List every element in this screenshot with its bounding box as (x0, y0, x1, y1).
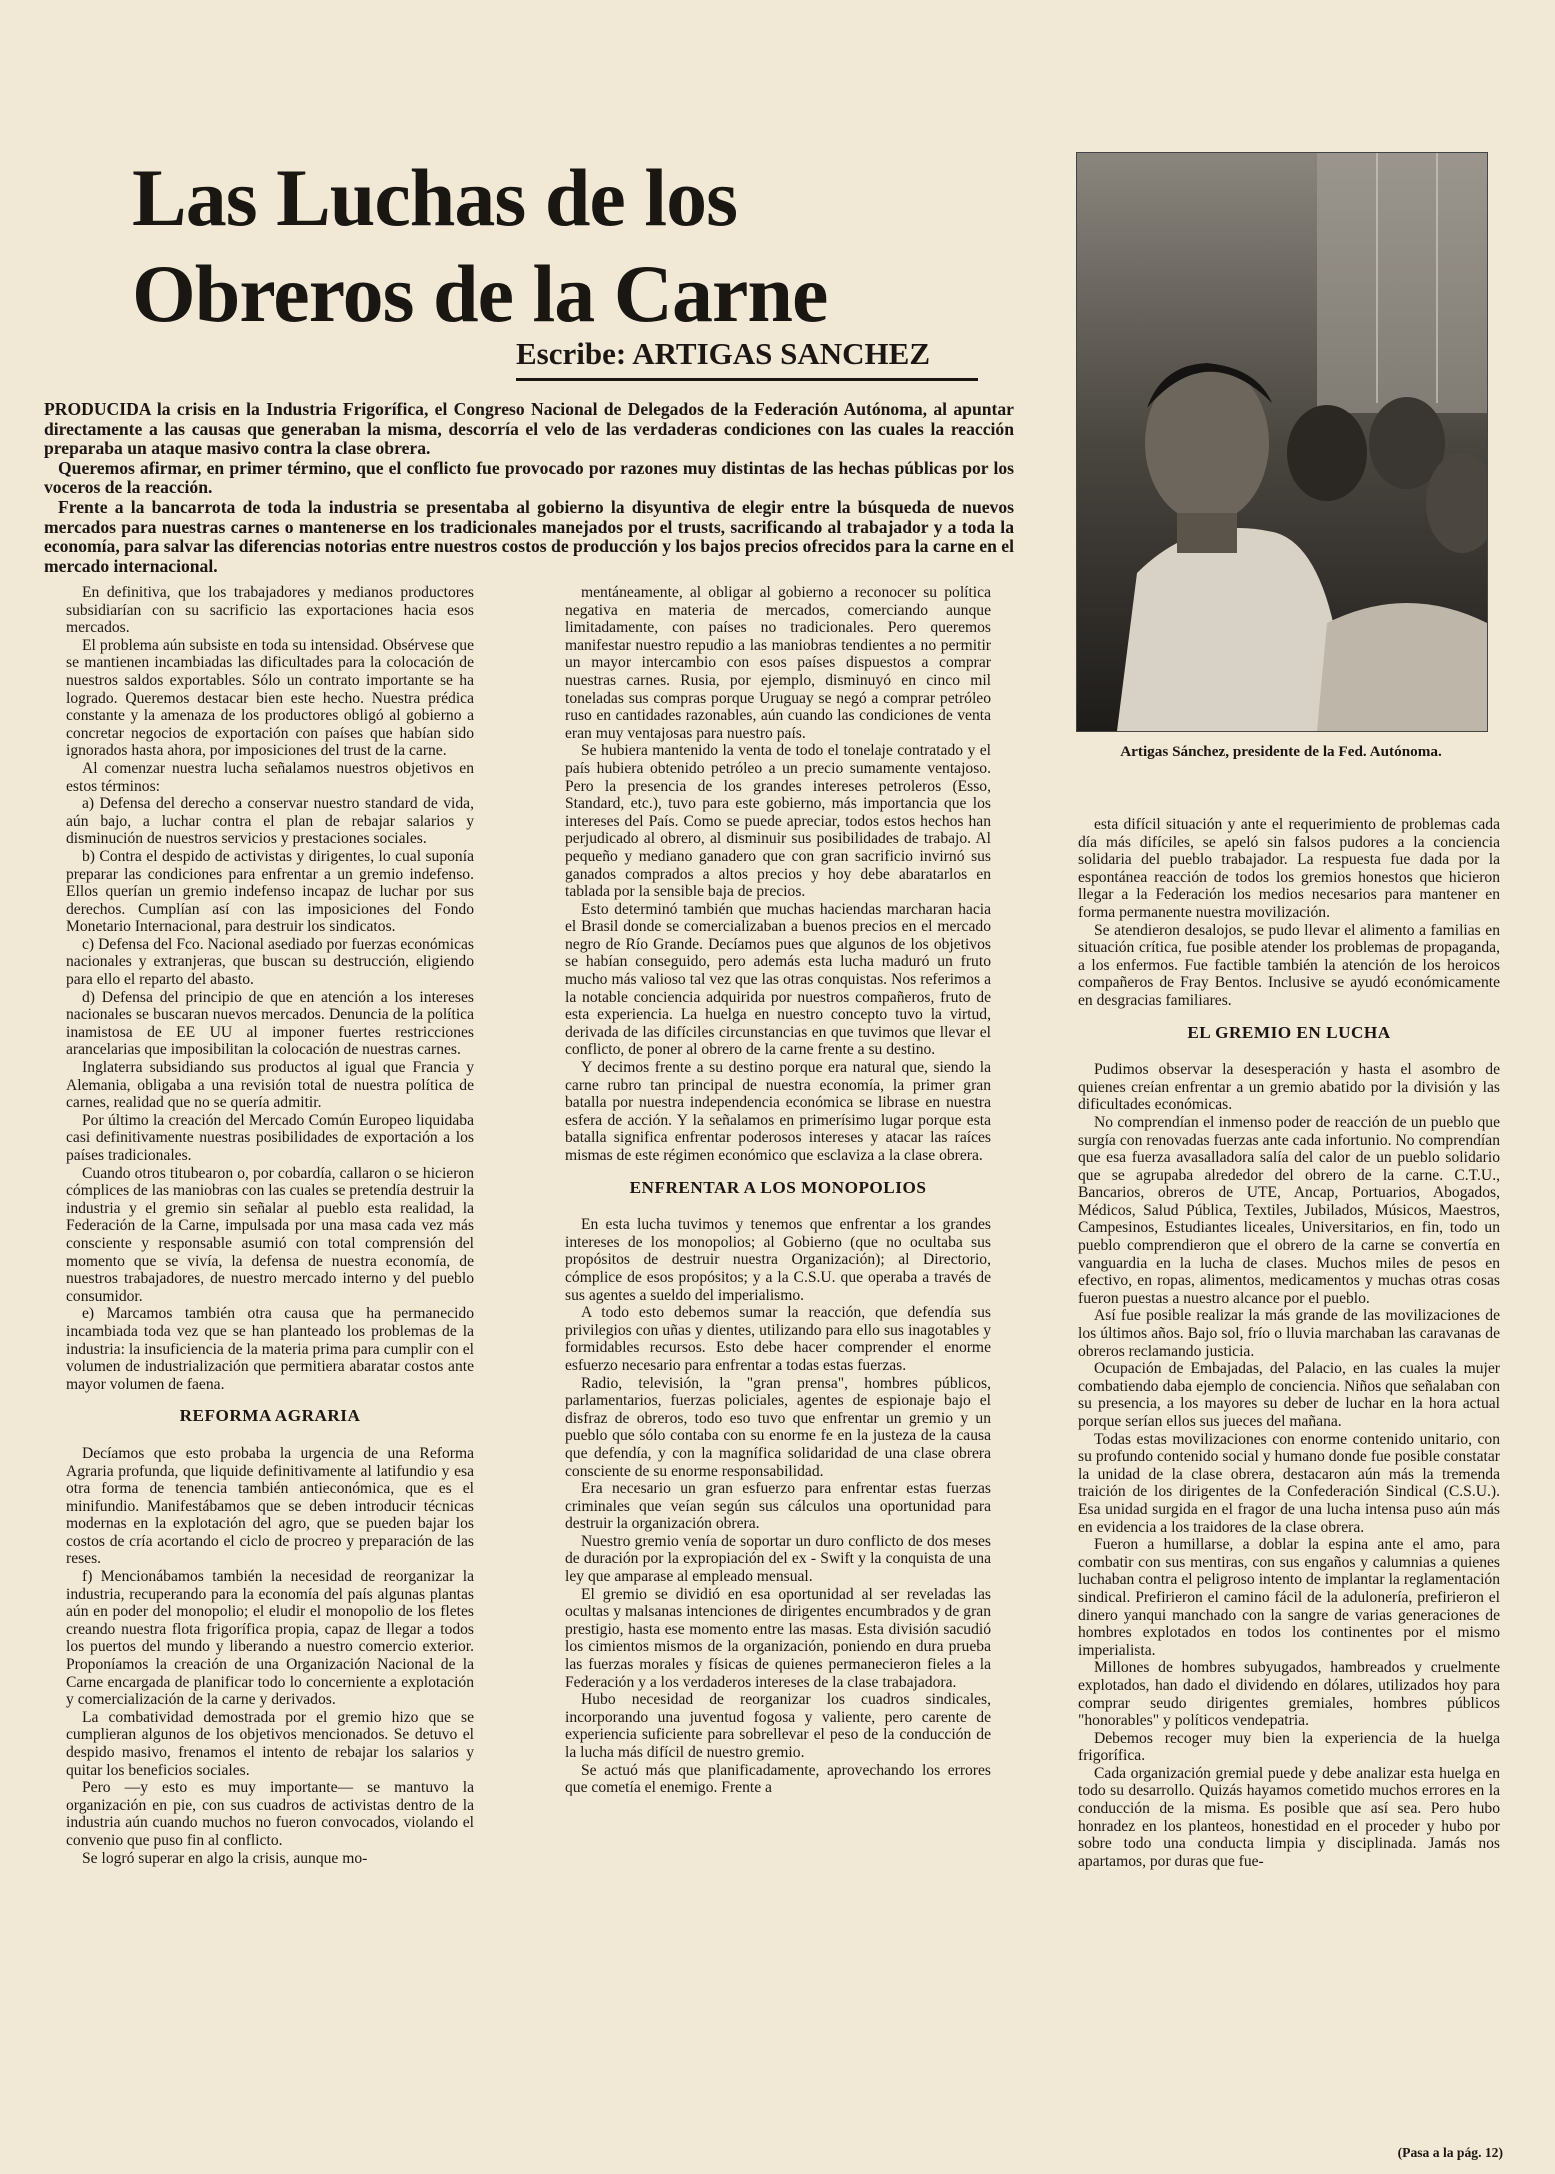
paragraph: El problema aún subsiste en toda su intensidad. Obsérvese que se mantienen incambiadas las dificultades para la colocación de nuestros saldos exportables. Sólo un contrato importante se ha logrado. Queremos destacar bien este hecho. Nuestra prédica constante y la amenaza de los productores obligó al gobierno a concretar negocios de exportación con países que habían sido ignorados hasta ahora, por imposiciones del trust de la carne. (66, 636, 474, 760)
paragraph: Se hubiera mantenido la venta de todo el tonelaje contratado y el país hubiera obtenido petróleo a un precio sumamente ventajoso. Pero la presencia de los grandes intereses petroleros (Esso, Standard, etc.), tuvo para este gobierno, más importancia que los intereses del País. Como se puede apreciar, todos estos hechos han perjudicado al obrero, al disminuir sus posibilidades de trabajo. Al pequeño y mediano ganadero que con gran sacrificio invirnó sus ganados comprados a altos precios y hoy debe abaratarlos en tablada por la sensible baja de precios. (565, 742, 991, 901)
paragraph: mentáneamente, al obligar al gobierno a reconocer su política negativa en materia de mercados, comerciando aunque limitadamente, con países no tradicionales. Pero queremos manifestar nuestro repudio a las maniobras tendientes a no permitir un mayor intercambio con esos países dispuestos a comprar nuestras carnes. Rusia, por ejemplo, disminuyó en cinco mil toneladas sus compras porque Uruguay se negó a comprar petróleo ruso en cantidades razonables, aún cuando las condiciones de venta eran muy ventajosas para nuestro país. (565, 584, 991, 742)
paragraph: Todas estas movilizaciones con enorme contenido unitario, con su profundo contenido social y humano donde fue posible constatar la unidad de la clase obrera, destacaron aún más la tremenda traición de los dirigentes de la Confederación Sindical (C.S.U.). Esa unidad surgida en el fragor de una lucha intensa puso aún más en evidencia a los traidores de la clase obrera. (1078, 1430, 1500, 1536)
paragraph: Cuando otros titubearon o, por cobardía, callaron o se hicieron cómplices de las maniobras con las cuales se pretendía destruir la industria y el gremio sin señalar al pueblo esta realidad, la Federación de la Carne, impulsada por una masa cada vez más consciente y responsable asumió con total comprensión del momento que se vivía, la defensa de nuestra economía, de nuestros trabajadores, de nuestro mercado interno y del pueblo consumidor. (66, 1164, 474, 1305)
paragraph: Cada organización gremial puede y debe analizar esta huelga en todo su desarrollo. Quizás hayamos cometido muchos errores en la conducción de la misma. Es posible que así sea. Pero hubo honradez en los planteos, honestidad en el proceder y hubo por sobre todo una conducta limpia y disciplinada. Jamás nos apartamos, por duras que fue- (1078, 1764, 1500, 1870)
paragraph: En esta lucha tuvimos y tenemos que enfrentar a los grandes intereses de los monopolios; al Gobierno (que no ocultaba sus propósitos de destruir nuestra Organización); al Directorio, cómplice de esos propósitos; y a la C.S.U. que operaba a través de sus agentes a sueldo del imperialismo. (565, 1216, 991, 1304)
paragraph: Fueron a humillarse, a doblar la espina ante el amo, para combatir con sus mentiras, con sus engaños y calumnias a quienes luchaban contra el peligroso intento de implantar la reglamentación sindical. Prefirieron el camino fácil de la adulonería, prefirieron el dinero yanqui manchado con la sangre de varias generaciones de hombres explotados en todos los continentes por el mismo imperialista. (1078, 1536, 1500, 1659)
paragraph: esta difícil situación y ante el requerimiento de problemas cada día más difíciles, se apeló sin falsos pudores a la conciencia solidaria del pueblo trabajador. La respuesta fue dada por la espontánea reacción de todos los gremios honestos que hicieron llegar a la Federación los medios necesarios para mantener en forma permanente nuestra movilización. (1078, 816, 1500, 921)
intro-block (44, 400, 1014, 576)
paragraph: Se atendieron desalojos, se pudo llevar el alimento a familias en situación crítica, fue posible atender los problemas de propaganda, a los enfermos. Fue factible también la atención de los heroicos compañeros de Fray Bentos. Inclusive se ayudó económicamente en desgracias familiares. (1078, 921, 1500, 1009)
title-line-2: Obreros de la Carne (132, 248, 828, 339)
photo-artigas-sanchez (1076, 152, 1488, 732)
paragraph: a) Defensa del derecho a conservar nuestro standard de vida, aún bajo, a luchar contra el plan de rebajar salarios y disminución de nuestros servicios y prestaciones sociales. (66, 795, 474, 848)
paragraph: Debemos recoger muy bien la experiencia de la huelga frigorífica. (1078, 1729, 1500, 1765)
paragraph: Así fue posible realizar la más grande de las movilizaciones de los últimos años. Bajo sol, frío o lluvia marchaban las caravanas de obreros reclamando justicia. (1078, 1307, 1500, 1360)
paragraph: f) Mencionábamos también la necesidad de reorganizar la industria, recuperando para la economía del país algunas plantas aún en poder del monopolio; el eludir el monopolio de los fletes creando nuestra flota frigorífica propia, capaz de llegar a todos los puertos del mundo y liberando a nuestro comercio exterior. Proponíamos la creación de una Organización Nacional de la Carne encargada de planificar todo lo concerniente a explotación y comercialización de la carne y derivados. (66, 1568, 474, 1709)
article-column-3 (1078, 816, 1500, 1870)
paragraph: Por último la creación del Mercado Común Europeo liquidaba casi definitivamente nuestras posibilidades de exportación a los países tradicionales. (66, 1111, 474, 1164)
intro-paragraph: PRODUCIDA la crisis en la Industria Frigorífica, el Congreso Nacional de Delegados de la Federación Autónoma, al apuntar directamente a las causas que generaban la misma, descorría el velo de las verdaderas condiciones con las cuales la reacción preparaba un ataque masivo contra la clase obrera. (44, 399, 1014, 459)
paragraph: Radio, televisión, la "gran prensa", hombres públicos, parlamentarios, fuerzas policiales, agentes de espionaje bajo el disfraz de obreros, todo eso tuvo que enfrentar un gremio y un pueblo que sólo contaba con su enorme fe en la justeza de la causa que defendía, y con la magnífica solidaridad de una clase obrera consciente de su enorme responsabilidad. (565, 1374, 991, 1480)
article-column-2 (565, 584, 991, 1797)
paragraph: b) Contra el despido de activistas y dirigentes, lo cual suponía preparar las condiciones para enfrentar a un gremio indefenso. Ellos querían un gremio indefenso incapaz de luchar por sus derechos. Cumplían así con las imposiciones del Fondo Monetario Internacional, para destruir los sindicatos. (66, 847, 474, 936)
paragraph: d) Defensa del principio de que en atención a los intereses nacionales se buscaran nuevos mercados. Denuncia de la política inamistosa de EE UU al imponer fuertes restricciones arancelarias que imposibilitan la colocación de nuestras carnes. (66, 988, 474, 1059)
paragraph: Millones de hombres subyugados, hambreados y cruelmente explotados, han dado el dividendo en dólares, utilizados hoy para comprar seudo dirigentes gremiales, hombres públicos "honorables" y políticos vendepatria. (1078, 1659, 1500, 1730)
title-line-1: Las Luchas de los (132, 152, 738, 243)
section-heading-monopolios: ENFRENTAR A LOS MONOPOLIOS (629, 1177, 927, 1197)
paragraph: No comprendían el inmenso poder de reacción de un pueblo que surgía con renovadas fuerzas ante cada infortunio. No comprendían que esa fuerza avasalladora salía del calor de un pueblo solidario que se agrupaba alrededor del obrero de la carne. C.T.U., Bancarios, obreros de UTE, Ancap, Portuarios, Abogados, Médicos, Salud Pública, Textiles, Jubilados, Músicos, Maestros, Campesinos, Estudiantes liceales, Universitarios, en fin, todo un pueblo comprendieron que el obrero de la carne se convertía en vanguardia en la lucha de clases. Muchos miles de pesos en efectivo, en ropas, alimentos, medicamentos y muchas otras cosas fueron puestas a nuestro alcance por el pueblo. (1078, 1113, 1500, 1307)
paragraph: Esto determinó también que muchas haciendas marcharan hacia el Brasil donde se comercializaban a buenos precios en el mercado negro de Río Grande. Decíamos pues que algunos de los objetivos se habían conseguido, pero además esta lucha maduró un fruto mucho más valioso tal vez que las otras conquistas. Nos referimos a la notable conciencia adquirida por nuestros compañeros, fruto de esta experiencia. La huelga en nuestro concepto tuvo la virtud, derivada de las difíciles circunstancias en que tuvimos que llevar el conflicto, de poner al obrero de la carne frente a su destino. (565, 900, 991, 1059)
paragraph: Decíamos que esto probaba la urgencia de una Reforma Agraria profunda, que liquide definitivamente al latifundio y esa otra forma de tenencia también antieconómica, que es el minifundio. Manifestábamos que se deben introducir técnicas modernas en la explotación del agro, que se pueden bajar los costos de cría acortando el ciclo de procreo y preparación de las reses. (66, 1444, 474, 1568)
paragraph: Se actuó más que planificadamente, aprovechando los errores que cometía el enemigo. Frente a (565, 1761, 991, 1797)
article-title (132, 150, 1012, 342)
intro-paragraph: Queremos afirmar, en primer término, que el conflicto fue provocado por razones muy distintas de las hechas públicas por los voceros de la reacción. (44, 457, 1014, 498)
paragraph: Se logró superar en algo la crisis, aunque mo- (82, 1849, 368, 1867)
continuation-note: (Pasa a la pág. 12) (1397, 2145, 1503, 2160)
byline: Escribe: ARTIGAS SANCHEZ (516, 336, 978, 381)
photo-image (1077, 153, 1487, 731)
paragraph: A todo esto debemos sumar la reacción, que defendía sus privilegios con uñas y dientes, utilizando para ello sus inagotables y formidables recursos. Esto debe hacer comprender el enorme esfuerzo necesario para enfrentar a todas estas fuerzas. (565, 1304, 991, 1374)
photo-caption: Artigas Sánchez, presidente de la Fed. Autónoma. (1120, 743, 1442, 760)
section-heading-reforma-agraria: REFORMA AGRARIA (179, 1406, 361, 1426)
section-heading-gremio-en-lucha: EL GREMIO EN LUCHA (1187, 1022, 1391, 1042)
paragraph: c) Defensa del Fco. Nacional asediado por fuerzas económicas nacionales y extranjeras, que buscan su destrucción, eligiendo para ello el reparto del abasto. (66, 935, 474, 989)
paragraph: Y decimos frente a su destino porque era natural que, siendo la carne rubro tan principal de nuestra economía, la primer gran batalla por nuestra independencia económica se librase en nuestra esfera de acción. Y la señalamos en primerísimo lugar porque esta batalla significa enfrentar poderosos intereses y atacar las raíces mismas de este régimen económico que esclaviza a la clase obrera. (565, 1059, 991, 1164)
article-column-1 (66, 584, 474, 1867)
paragraph: Era necesario un gran esfuerzo para enfrentar estas fuerzas criminales que veían según sus cálculos una oportunidad para destruir la organización obrera. (565, 1480, 991, 1533)
paragraph: Al comenzar nuestra lucha señalamos nuestros objetivos en estos términos: (66, 759, 474, 795)
paragraph: Ocupación de Embajadas, del Palacio, en las cuales la mujer combatiendo daba ejemplo de conciencia. Niños que señalaban con su presencia, a los mayores su deber de luchar en la hora actual porque serían ellos sus jueces del mañana. (1078, 1360, 1500, 1430)
intro-paragraph: Frente a la bancarrota de toda la industria se presentaba al gobierno la disyuntiva de elegir entre la búsqueda de nuevos mercados para nuestras carnes o mantenerse en los tradicionales manejados por el trusts, sacrificando al trabajador y a toda la economía, para salvar las diferencias notorias entre nuestros costos de producción y los bajos precios ofrecidos para la carne en el mercado internacional. (44, 496, 1014, 576)
paragraph: Pudimos observar la desesperación y hasta el asombro de quienes creían enfrentar a un gremio abatido por la división y las dificultades económicas. (1078, 1061, 1500, 1114)
paragraph: e) Marcamos también otra causa que ha permanecido incambiada toda vez que se han planteado los problemas de la industria: la insuficiencia de la materia prima para cumplir con el volumen de industrialización que permitiera abaratar costos ante mayor volumen de faena. (66, 1305, 474, 1393)
paragraph: En definitiva, que los trabajadores y medianos productores subsidiarían con su sacrificio las exportaciones hacia esos mercados. (66, 584, 474, 637)
paragraph: Pero —y esto es muy importante— se mantuvo la organización en pie, con sus cuadros de activistas dentro de la industria aún cuando muchos no fueron convocados, violando el convenio que puso fin al conflicto. (66, 1779, 474, 1849)
paragraph: Inglaterra subsidiando sus productos al igual que Francia y Alemania, obligaba a una revisión total de nuestra política de carnes, realidad que no se quería admitir. (66, 1059, 474, 1112)
paragraph: Hubo necesidad de reorganizar los cuadros sindicales, incorporando una juventud fogosa y valiente, pero carente de experiencia suficiente para sobrellevar el peso de la conducción de la lucha más difícil de nuestro gremio. (565, 1691, 991, 1761)
paragraph: El gremio se dividió en esa oportunidad al ser reveladas las ocultas y malsanas intenciones de dirigentes encumbrados y de gran prestigio, hasta ese momento entre las masas. Esta división sacudió los cimientos mismos de la organización, poniendo en dura prueba las fuerzas morales y físicas de quienes permanecieron fieles a la Federación y a los verdaderos intereses de la clase trabajadora. (565, 1585, 991, 1691)
paragraph: La combatividad demostrada por el gremio hizo que se cumplieran algunos de los objetivos mencionados. Se detuvo el despido masivo, frenamos el intento de rebajar los salarios y quitar los beneficios sociales. (66, 1708, 474, 1779)
paragraph: Nuestro gremio venía de soportar un duro conflicto de dos meses de duración por la expropiación del ex - Swift y la conquista de una ley que amparase al empleado mensual. (565, 1532, 991, 1586)
